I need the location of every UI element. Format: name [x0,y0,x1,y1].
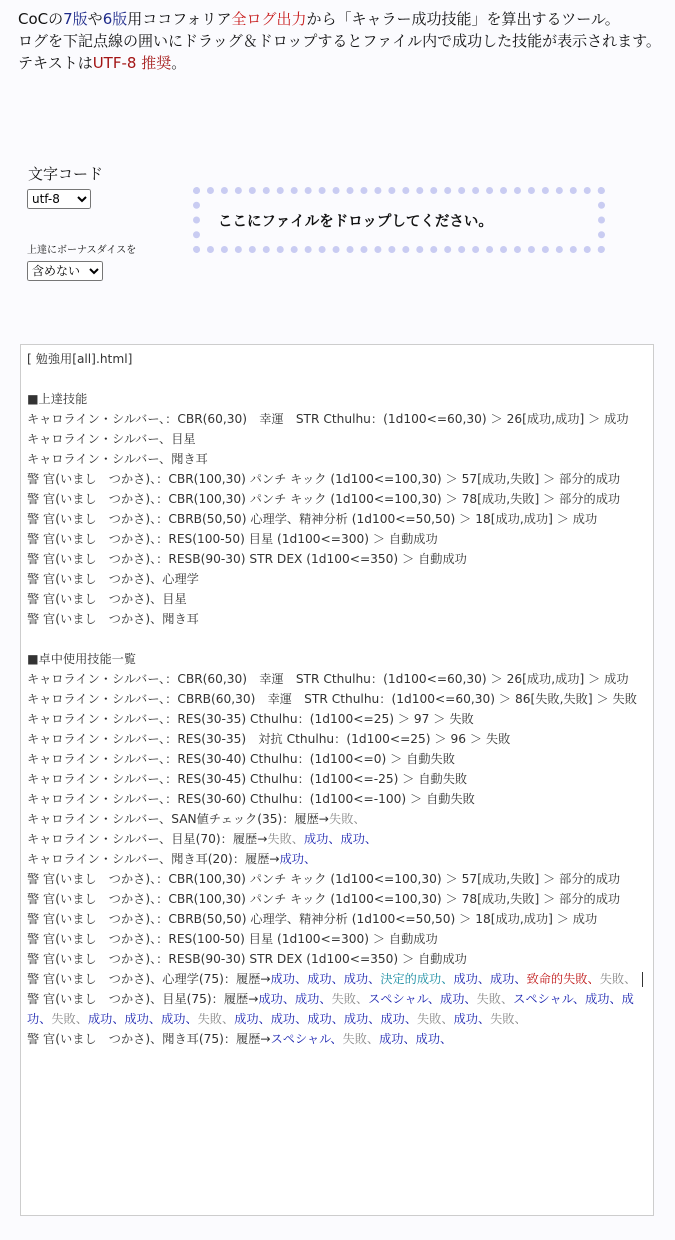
history-result: 成功 [307,972,332,986]
history-sep: 、 [477,1012,491,1026]
history-sep: 、 [464,992,477,1006]
history-sep: 、 [366,1032,380,1046]
history-sep: 、 [514,1012,527,1026]
history-result: 成功 [490,972,515,986]
history-sep: 、 [353,812,366,826]
list-item: キャロライン・シルバー、：RES(30-60) Cthulhu：(1d100<=-100) ＞ 自動失敗 [27,792,475,806]
list-item: キャロライン・シルバー、：RES(30-40) Cthulhu：(1d100<=0) ＞ 自動失敗 [27,752,455,766]
list-item: 警 官(いまし つかさ)、目星 [27,592,187,606]
text-cursor [642,972,643,987]
history-result: 成功 [453,972,478,986]
history-result: 失敗 [476,992,501,1006]
history-result: 失敗 [331,992,356,1006]
history-sep: 、 [427,992,441,1006]
history-sep: 、 [477,972,490,986]
intro-part: 全ログ出力 [231,10,307,28]
history-result: 成功 [295,992,320,1006]
history-sep: 、 [364,832,378,846]
history-result: 失敗 [51,1012,76,1026]
history-result: 失敗 [417,1012,442,1026]
history-result: 成功 [380,1012,405,1026]
history-result: 成功 [124,1012,149,1026]
history-prefix: キャロライン・シルバー、SAN値チェック(35)：履歴→ [27,812,330,826]
history-result: 成功 [415,1032,441,1046]
history-sep: 、 [282,992,295,1006]
improved-skills-list [27,409,646,629]
list-item: 警 官(いまし つかさ)、心理学 [27,572,199,586]
history-sep: 、 [295,1012,308,1026]
list-item: キャロライン・シルバー、：RES(30-35) 対抗 Cthulhu：(1d100<=25) ＞ 96 ＞ 失敗 [27,732,511,746]
list-item: 警 官(いまし つかさ)、：CBRB(50,50) 心理学、精神分析 (1d100<=50,50) ＞ 18[成功,成功] ＞ 成功 [27,512,598,526]
intro-part: 7版 [63,10,88,28]
list-item: キャロライン・シルバー、：CBR(60,30) 幸運 STR Cthulhu：(1d100<=60,30) ＞ 26[成功,成功] ＞ 成功 [27,412,629,426]
list-item: 警 官(いまし つかさ)、聞き耳 [27,612,199,626]
list-item: キャロライン・シルバー、：RES(30-45) Cthulhu：(1d100<=-25) ＞ 自動失敗 [27,772,468,786]
list-item: 警 官(いまし つかさ)、：CBRB(50,50) 心理学、精神分析 (1d100<=50,50) ＞ 18[成功,成功] ＞ 成功 [27,912,598,926]
history-sep: 、 [291,832,304,846]
history-sep: 、 [500,992,514,1006]
history-result: 致命的失敗 [526,972,588,986]
list-item: 警 官(いまし つかさ)、：CBR(100,30) パンチ キック (1d100<=100,30) ＞ 57[成功,失敗] ＞ 部分的成功 [27,872,621,886]
history-sep: 、 [319,992,332,1006]
history-result: 成功 [270,1012,296,1026]
bonus-dice-label: 上達にボーナスダイスを [27,245,137,256]
history-sep: 、 [112,1012,125,1026]
history-result: 失敗 [342,1032,367,1046]
list-item: 警 官(いまし つかさ)、：CBR(100,30) パンチ キック (1d100<=100,30) ＞ 78[成功,失敗] ＞ 部分的成功 [27,892,621,906]
file-name: [ 勉強用[all].html] [27,352,133,366]
history-sep: 、 [328,832,341,846]
list-item [27,989,646,1029]
history-result: 失敗 [329,812,354,826]
history-sep: 、 [572,992,586,1006]
used-skills-list [27,669,646,809]
list-item: キャロライン・シルバー、：CBR(60,30) 幸運 STR Cthulhu：(1d100<=60,30) ＞ 26[成功,成功] ＞ 成功 [27,672,629,686]
history-sep: 、 [440,1032,453,1046]
list-item [27,809,646,829]
used-skills-list-2 [27,869,646,969]
intro-part: 。 [171,54,187,72]
history-result: 成功 [340,832,365,846]
history-sep: 、 [331,1012,344,1026]
intro-part: から「キャラー成功技能」を算出するツール。 [306,10,620,28]
history-sep: 、 [404,1012,417,1026]
file-drop-zone[interactable] [193,187,605,253]
history-prefix: キャロライン・シルバー、目星(70)：履歴→ [27,832,268,846]
history-result: 成功 [27,992,634,1026]
list-item: 警 官(いまし つかさ)、：RESB(90-30) STR DEX (1d100<=350) ＞ 自動成功 [27,552,467,566]
list-item [27,969,646,989]
list-item: 警 官(いまし つかさ)、：CBR(100,30) パンチ キック (1d100<=100,30) ＞ 57[成功,失敗] ＞ 部分的成功 [27,472,621,486]
history-result: 成功 [234,1012,259,1026]
intro-part: CoCの [18,10,64,28]
history-result: 成功 [258,992,283,1006]
history-sep: 、 [148,1012,162,1026]
encoding-label: 文字コード [28,165,104,183]
list-item: キャロライン・シルバー、：CBRB(60,30) 幸運 STR Cthulhu：(1d100<=60,30) ＞ 86[失敗,失敗] ＞ 失敗 [27,692,637,706]
history-sep: 、 [624,972,637,986]
list-item: 警 官(いまし つかさ)、：RESB(90-30) STR DEX (1d100<=350) ＞ 自動成功 [27,952,467,966]
history-prefix: キャロライン・シルバー、聞き耳(20)：履歴→ [27,852,280,866]
section-title-used-skills: ■卓中使用技能一覧 [27,652,137,666]
history-sep: 、 [39,1012,52,1026]
intro-part: 6版 [102,10,128,28]
encoding-select[interactable] [27,189,91,209]
history-result: スペシャル [270,1032,331,1046]
list-item: キャロライン・シルバー、聞き耳 [27,452,208,466]
history-result: 成功 [270,972,295,986]
history-result: スペシャル [513,992,573,1006]
history-result: 成功 [343,972,369,986]
history-sep: 、 [303,852,317,866]
history-result: 失敗 [197,1012,222,1026]
history-result: 成功 [279,852,304,866]
result-output[interactable] [20,344,654,1216]
history-result: 成功 [87,1012,113,1026]
history-result: 成功 [303,832,329,846]
history-result: 成功 [161,1012,186,1026]
history-result: 成功 [453,1012,478,1026]
history-result: 成功 [585,992,610,1006]
history-sep: 、 [441,972,454,986]
list-item: 警 官(いまし つかさ)、：RES(100-50) 目星 (1d100<=300) ＞ 自動成功 [27,932,438,946]
history-sep: 、 [295,972,308,986]
history-sep: 、 [403,1032,416,1046]
history-result: 失敗 [490,1012,515,1026]
history-result: 成功 [440,992,465,1006]
history-result: 失敗 [599,972,625,986]
history-sep: 、 [222,1012,235,1026]
history-result: 成功 [379,1032,404,1046]
history-sep: 、 [330,1032,343,1046]
history-sep: 、 [75,1012,88,1026]
list-item [27,829,646,849]
drop-zone-text: ここにファイルをドロップしてください。 [218,213,493,230]
history-result: 成功 [343,1012,369,1026]
history-sep: 、 [368,972,381,986]
section-title-improved-skills: ■上達技能 [27,392,88,406]
history-prefix: 警 官(いまし つかさ)、聞き耳(75)：履歴→ [27,1032,271,1046]
history-sep: 、 [331,972,344,986]
history-sep: 、 [368,1012,381,1026]
history-sep: 、 [185,1012,198,1026]
history-result: 成功 [307,1012,332,1026]
history-sep: 、 [587,972,600,986]
history-result: 決定的成功 [380,972,442,986]
history-prefix: 警 官(いまし つかさ)、心理学(75)：履歴→ [27,972,271,986]
history-result: 失敗 [267,832,292,846]
list-item: 警 官(いまし つかさ)、：RES(100-50) 目星 (1d100<=300) ＞ 自動成功 [27,532,438,546]
history-sep: 、 [441,1012,454,1026]
list-item: キャロライン・シルバー、：RES(30-35) Cthulhu：(1d100<=25) ＞ 97 ＞ 失敗 [27,712,474,726]
history-sep: 、 [514,972,527,986]
intro-part: や [87,10,103,28]
list-item: キャロライン・シルバー、目星 [27,432,196,446]
history-sep: 、 [609,992,622,1006]
intro-part: 用ココフォリア [127,10,232,28]
bonus-dice-select[interactable] [27,261,103,281]
history-sep: 、 [258,1012,271,1026]
list-item: 警 官(いまし つかさ)、：CBR(100,30) パンチ キック (1d100<=100,30) ＞ 78[成功,失敗] ＞ 部分的成功 [27,492,621,506]
history-sep: 、 [355,992,369,1006]
intro-part: UTF-8 推奨 [92,54,172,72]
intro-part: ログを下記点線の囲いにドラッグ＆ドロップするとファイル内で成功した技能が表示されます。 テキストは [18,32,661,72]
intro-text [18,8,663,74]
list-item [27,849,646,869]
history-result: スペシャル [368,992,428,1006]
history-prefix: 警 官(いまし つかさ)、目星(75)：履歴→ [27,992,259,1006]
list-item [27,1029,646,1049]
